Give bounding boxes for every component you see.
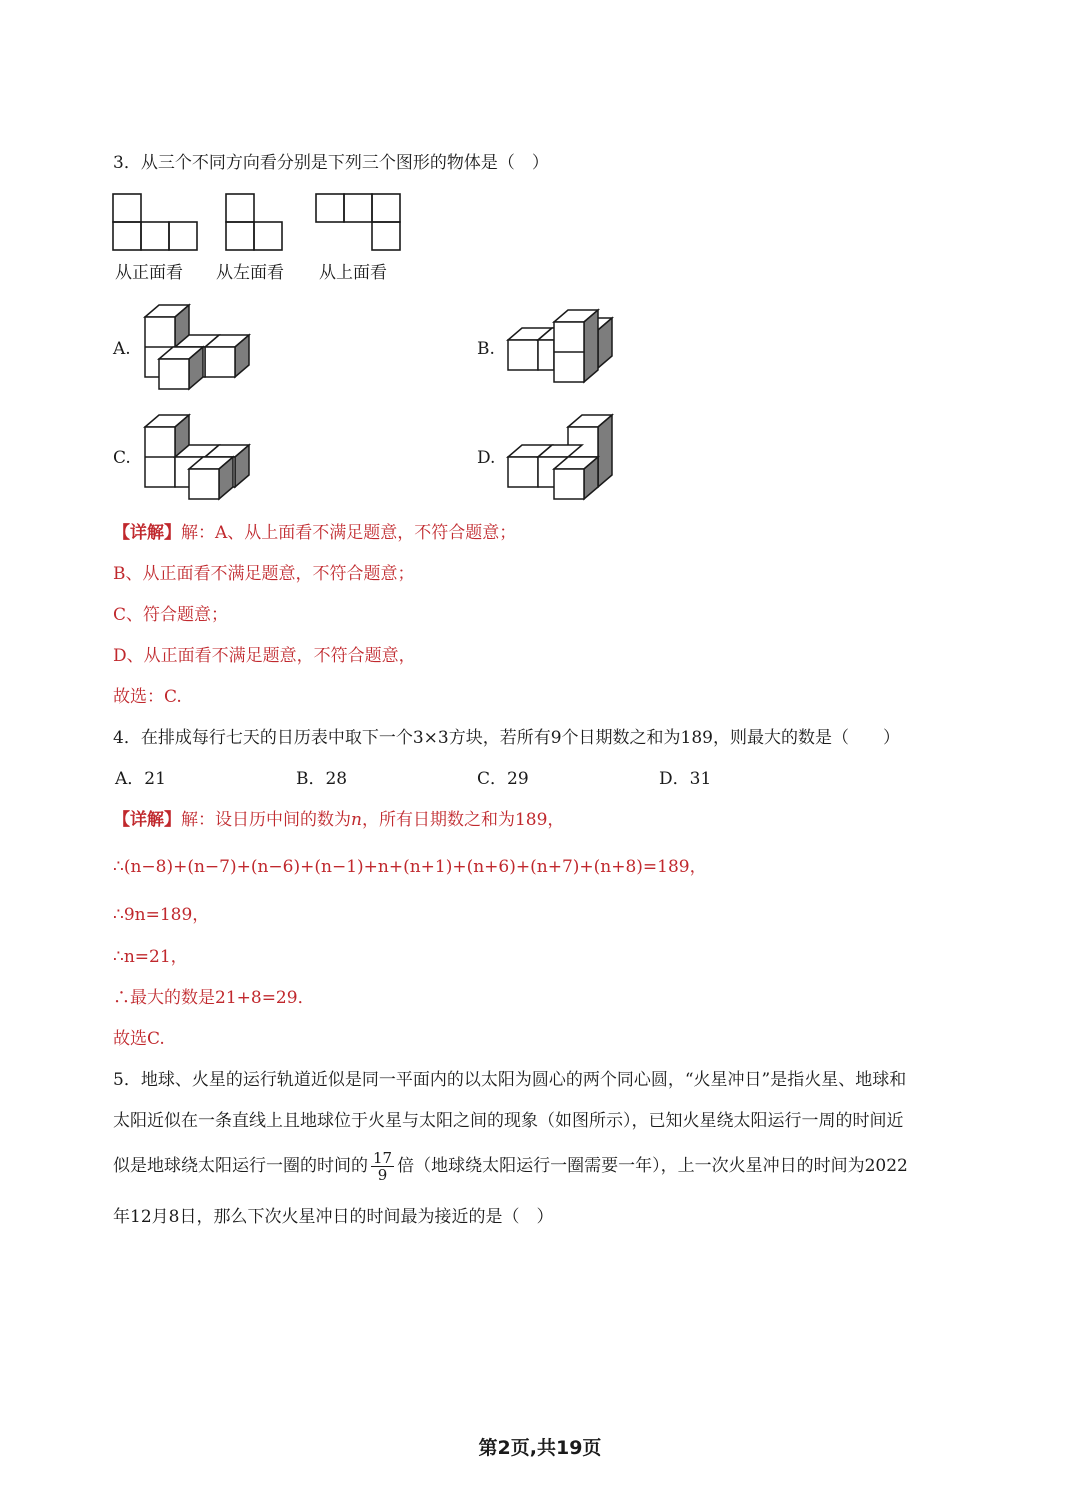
option-d-label: D. xyxy=(477,448,496,468)
option-a-figure xyxy=(143,303,253,393)
q4-equation-n: ∴n=21， xyxy=(113,947,188,967)
q5-line1: 5．地球、火星的运行轨道近似是同一平面内的以太阳为圆心的两个同心圆，“火星冲日”是指火星、地球和 xyxy=(113,1070,907,1090)
option-b-label: B. xyxy=(477,339,495,359)
q5-line2: 太阳近似在一条直线上且地球位于火星与太阳之间的现象（如图所示），已知火星绕太阳运行一周的时间近 xyxy=(113,1111,904,1131)
q3-solution-line2: B、从正面看不满足题意，不符合题意； xyxy=(113,564,415,584)
left-view-label: 从左面看 xyxy=(216,263,284,283)
q4-choice-d: D．31 xyxy=(659,769,712,789)
top-view-figure xyxy=(315,193,401,251)
option-a-label: A. xyxy=(113,339,131,359)
q4-choice-b: B．28 xyxy=(296,769,348,789)
option-c-figure xyxy=(143,413,253,503)
option-d-figure xyxy=(506,413,618,503)
q4-stem: 4．在排成每行七天的日历表中取下一个3×3方块，若所有9个日期数之和为189，则最大的数是（ ） xyxy=(113,728,900,748)
q3-solution-line1: 【详解】解：A、从上面看不满足题意，不符合题意； xyxy=(113,523,517,543)
q5-line3: 似是地球绕太阳运行一圈的时间的 $\frac{17}{9}$ 倍（地球绕太阳运行一圈需要一年），上一次火星冲日的时间为2022 xyxy=(113,1149,908,1184)
front-view-figure xyxy=(112,193,198,251)
page-footer: 第2页,共19页 xyxy=(478,1437,602,1459)
q4-equation-max: ∴最大的数是21+8=29． xyxy=(113,988,315,1008)
q4-solution-line1: 【详解】解：设日历中间的数为n，所有日期数之和为189， xyxy=(113,810,565,830)
option-b-figure xyxy=(506,310,616,386)
q4-equation-sum: ∴(n−8)+(n−7)+(n−6)+(n−1)+n+(n+1)+(n+6)+(n+7)+(n+8)=189， xyxy=(113,857,707,877)
front-view-label: 从正面看 xyxy=(115,263,183,283)
q3-solution-line3: C、符合题意； xyxy=(113,605,229,625)
top-view-label: 从上面看 xyxy=(319,263,387,283)
q3-solution-line4: D、从正面看不满足题意，不符合题意， xyxy=(113,646,416,666)
q3-answer: 故选：C. xyxy=(113,687,182,707)
fraction-17-9: $\frac{17}{9}$ xyxy=(373,1149,393,1184)
left-view-figure xyxy=(225,193,283,251)
q5-line4: 年12月8日，那么下次火星冲日的时间最为接近的是（ ） xyxy=(113,1207,554,1227)
option-c-label: C. xyxy=(113,448,131,468)
q4-choice-a: A．21 xyxy=(115,769,166,789)
q3-stem: 3．从三个不同方向看分别是下列三个图形的物体是（ ） xyxy=(113,153,549,173)
q4-equation-9n: ∴9n=189， xyxy=(113,905,210,925)
q4-answer: 故选C. xyxy=(113,1029,165,1049)
q4-choice-c: C．29 xyxy=(477,769,529,789)
